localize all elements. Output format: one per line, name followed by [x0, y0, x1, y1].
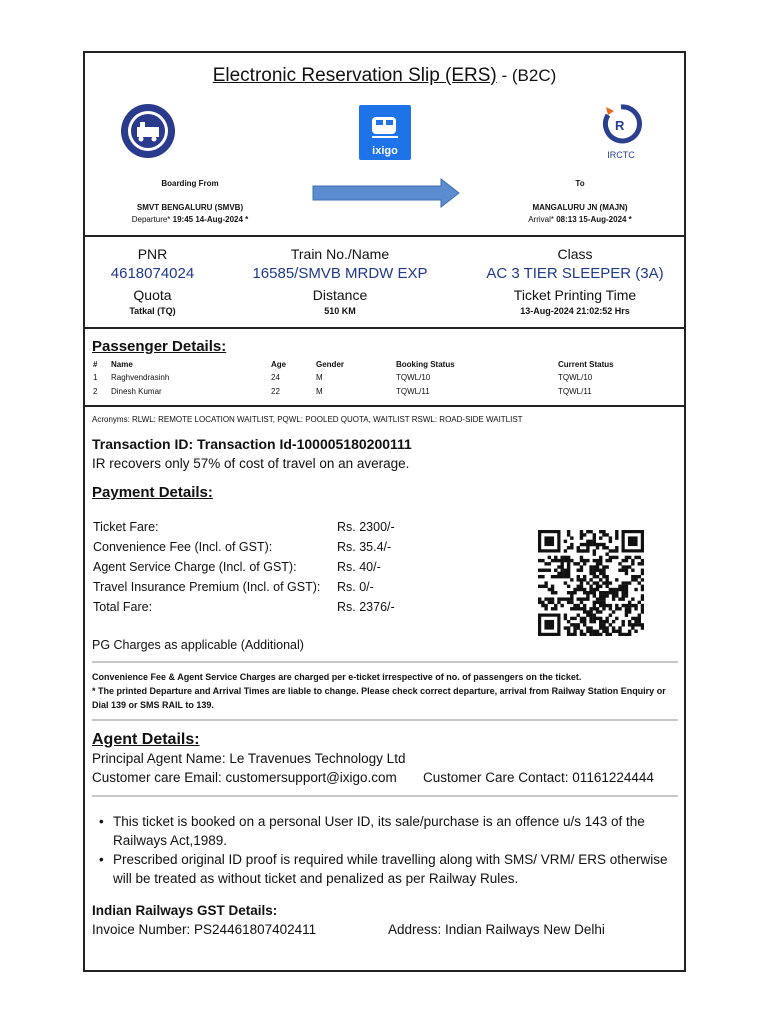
insurance-amount: Rs. 0/- — [337, 580, 374, 594]
pnr-value: 4618074024 — [110, 265, 195, 282]
train-label: Train No./Name — [290, 246, 390, 262]
agent-charge-amount: Rs. 40/- — [337, 560, 381, 574]
divider — [85, 327, 684, 329]
page-title: Electronic Reservation Slip (ERS) - (B2C) — [212, 65, 557, 86]
quota-value: Tatkal (TQ) — [129, 306, 176, 316]
invoice-number: Invoice Number: PS24461807402411 — [92, 922, 317, 937]
boarding-station: SMVT BENGALURU (SMVB) — [136, 203, 244, 212]
class-value: AC 3 TIER SLEEPER (3A) — [486, 265, 664, 282]
agent-charge-label: Agent Service Charge (Incl. of GST): — [93, 560, 297, 574]
acronyms: Acronyms: RLWL: REMOTE LOCATION WAITLIST, PQWL: POOLED QUOTA, WAITLIST RSWL: ROAD-SIDE WAITLIST — [92, 415, 523, 424]
divider — [92, 719, 678, 721]
payment-heading: Payment Details: — [92, 484, 213, 501]
ixigo-logo: ixigo — [359, 105, 411, 160]
principal-agent: Principal Agent Name: Le Travenues Technology Ltd — [92, 751, 406, 766]
customer-care-contact: Customer Care Contact: 01161224444 — [423, 770, 654, 785]
distance-value: 510 KM — [324, 306, 356, 316]
insurance-label: Travel Insurance Premium (Incl. of GST): — [93, 580, 321, 594]
to-label: To — [575, 179, 585, 188]
qr-code — [538, 530, 644, 636]
convenience-fee-label: Convenience Fee (Incl. of GST): — [93, 540, 273, 554]
bullet-icon: • — [99, 852, 104, 867]
pg-charges-note: PG Charges as applicable (Additional) — [92, 638, 304, 652]
recovery-note: IR recovers only 57% of cost of travel on an average. — [92, 456, 410, 471]
print-time-label: Ticket Printing Time — [513, 287, 637, 303]
divider — [85, 235, 684, 237]
passenger-heading: Passenger Details: — [92, 338, 227, 355]
convenience-fee-amount: Rs. 35.4/- — [337, 540, 392, 554]
destination-station: MANGALURU JN (MAJN) — [532, 203, 628, 212]
journey-arrow-icon — [312, 178, 460, 208]
gst-address: Address: Indian Railways New Delhi — [388, 922, 605, 937]
arrival-info: Arrival* 08:13 15-Aug-2024 * — [528, 215, 632, 224]
divider — [92, 661, 678, 663]
divider — [85, 405, 684, 407]
bullet-icon: • — [99, 814, 104, 829]
class-label: Class — [557, 246, 593, 262]
print-time-value: 13-Aug-2024 21:02:52 Hrs — [520, 306, 630, 316]
train-value: 16585/SMVB MRDW EXP — [252, 265, 428, 282]
ticket-frame: Electronic Reservation Slip (ERS) - (B2C) ixigo R IRCTC Boarding From SMVT BENGALURU (SMVB) Departure* 19:45 14-Aug-2024 * To MANGALURU JN (MAJN) Arrival* 08:13 15-Aug-2024 * PNR 4618074024 Quota Tatkal (TQ) Train No./Name 16585/SMVB MRDW EXP Distance 510 KM Class AC 3 TIER SLEEPER (3A) Ticket Printing Time 13-Aug-2024 21:02:52 Hrs Passenger Details: # Name Age Gender Booking Status Current Status 1 Raghvendrasinh 24 M TQWL/10 TQWL/10 2 Dinesh Kumar 22 M TQWL/11 TQWL/11 Acronyms: RLWL: REMOTE LOCATION WAITLIST, PQWL: POOLED QUOTA, WAITLIST RSWL: ROAD-SIDE WAITLIST Transaction ID: Transaction Id-100005180200111 IR recovers only 57% of cost of travel on an average. Payment Details: Ticket Fare: Rs. 2300/- Convenience Fee (Incl. of GST): Rs. 35.4/- Agent Service Charge (Incl. of GST): Rs. 40/- Travel Insurance Premium (Incl. of GST): Rs. 0/- Total Fare: Rs. 2376/- PG Charges as applicable (Additional) Convenience Fee & Agent Service Charges are charged per e-ticket irrespective of no. of passengers on the ticket. * The printed Departure and Arrival Times are liable to change. Please check correct departure, arrival from Railway Station Enquiry or Dial 139 or SMS RAIL to 139. Agent Details: Principal Agent Name: Le Travenues Technology Ltd Customer care Email: customersupport@ixigo.com Customer Care Contact: 01161224444 • This ticket is booked on a personal User ID, its sale/purchase is an offence u/s 143 of the Railways Act,1989. • Prescribed original ID proof is required while travelling along with SMS/ VRM/ ERS otherwise will be treated as without ticket and penalized as per Railway Rules. Indian Railways GST Details: Invoice Number: PS24461807402411 Address: Indian Railways New Delhi — [83, 51, 686, 972]
ticket-fare-amount: Rs. 2300/- — [337, 520, 395, 534]
transaction-id: Transaction ID: Transaction Id-100005180200111 — [92, 436, 412, 452]
rule-item: • This ticket is booked on a personal User ID, its sale/purchase is an offence u/s 143 of the Railways Act,1989. — [99, 814, 645, 848]
fee-note: Convenience Fee & Agent Service Charges are charged per e-ticket irrespective of no. of passengers on the ticket. — [92, 672, 582, 682]
irctc-logo: R IRCTC — [600, 103, 642, 163]
distance-label: Distance — [312, 287, 368, 303]
total-fare-label: Total Fare: — [93, 600, 153, 614]
rule-item: • Prescribed original ID proof is required while travelling along with SMS/ VRM/ ERS otherwise will be treated as without ticket and penalized as per Railway Rules. — [99, 852, 668, 886]
boarding-label: Boarding From — [161, 179, 219, 188]
time-note: * The printed Departure and Arrival Times are liable to change. Please check correct departure, arrival from Railway Station Enquiry or Dial 139 or SMS RAIL to 139. — [92, 686, 666, 710]
divider — [92, 795, 678, 797]
ticket-fare-label: Ticket Fare: — [93, 520, 159, 534]
svg-text:R: R — [615, 118, 625, 133]
pnr-label: PNR — [137, 246, 168, 262]
indian-railways-logo — [119, 102, 177, 160]
gst-heading: Indian Railways GST Details: — [92, 903, 278, 918]
agent-heading: Agent Details: — [92, 731, 200, 748]
customer-care-email: Customer care Email: customersupport@ixigo.com — [92, 770, 397, 785]
departure-info: Departure* 19:45 14-Aug-2024 * — [131, 215, 249, 224]
total-fare-amount: Rs. 2376/- — [337, 600, 395, 614]
quota-label: Quota — [133, 287, 172, 303]
